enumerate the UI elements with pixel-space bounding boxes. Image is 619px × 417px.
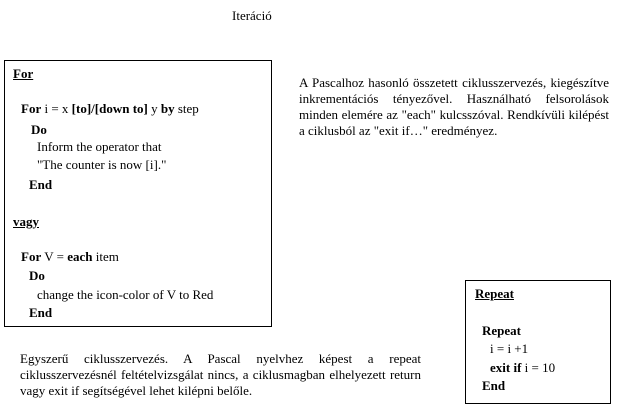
exit-condition-text: i = 10 — [521, 360, 556, 375]
keyword-for: For — [21, 249, 42, 264]
keyword-do: Do — [29, 268, 45, 283]
repeat-loop-box — [465, 280, 611, 404]
for-each-body-line: change the icon-color of V to Red — [37, 287, 214, 302]
keyword-end: End — [29, 305, 53, 320]
for-each-var-text: V = — [41, 249, 68, 264]
for-statement-line — [21, 101, 199, 117]
keyword-for: For — [21, 101, 42, 116]
keyword-do: Do — [31, 122, 47, 137]
for-body-line: "The counter is now [i]." — [37, 157, 167, 172]
repeat-heading: Repeat — [475, 286, 514, 301]
alternative-heading: vagy — [13, 214, 39, 229]
keyword-repeat: Repeat — [482, 323, 521, 338]
for-heading: For — [13, 66, 34, 81]
keyword-end: End — [482, 378, 506, 393]
for-each-statement-line — [21, 249, 119, 265]
keyword-by: by — [160, 101, 175, 116]
for-loop-box — [4, 60, 272, 327]
keyword-each: each — [67, 249, 93, 264]
keyword-to-downto: [to]/[down to] — [71, 101, 148, 116]
keyword-exit-if: exit if — [490, 360, 522, 375]
for-range-text: i = x — [41, 101, 72, 116]
for-limit-text: y — [147, 101, 161, 116]
keyword-end: End — [29, 177, 53, 192]
repeat-description-paragraph: Egyszerű ciklusszervezés. A Pascal nyelvhez képest a repeat ciklusszervezésnél feltételvizsgálat nincs, a ciklusmagban elhelyezett return vagy exit if segítségével lehet kilépni belőle. — [20, 351, 421, 398]
for-step-text: step — [174, 101, 199, 116]
for-description-paragraph: A Pascalhoz hasonló összetett ciklusszervezés, kiegészítve inkrementációs tényezővel. Használható felsorolások minden elemére az "each" kulcsszóval. Rendkívüli kilépést a ciklusból az "exit if…" eredményez. — [299, 75, 609, 138]
repeat-assign-line: i = i +1 — [490, 341, 529, 356]
repeat-exit-line — [490, 360, 555, 376]
page-title: Iteráció — [232, 8, 272, 23]
for-each-item-text: item — [92, 249, 119, 264]
for-body-line: Inform the operator that — [37, 139, 162, 154]
